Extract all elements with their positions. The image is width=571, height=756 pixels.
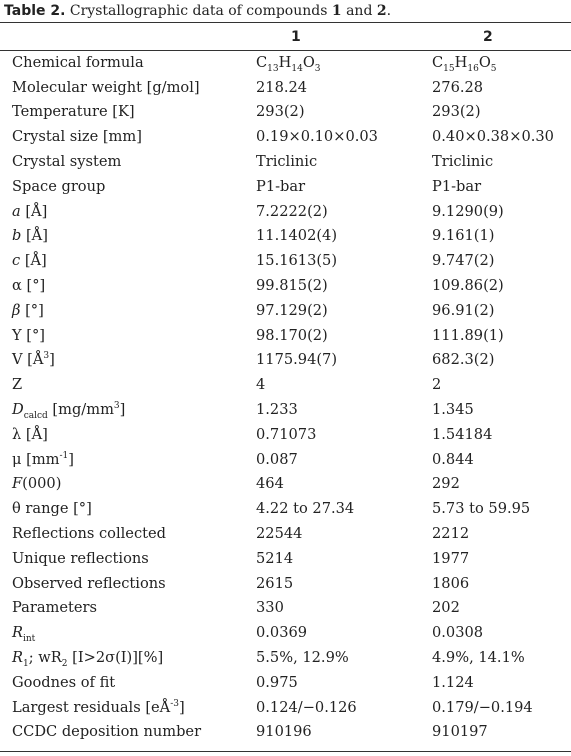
- table-row: [0, 298, 571, 323]
- value-cell-2: 5.73 to 59.95: [432, 500, 531, 518]
- caption-label: Table 2.: [4, 3, 66, 19]
- header-compound-1: 1: [291, 28, 301, 45]
- value-cell-1: 4: [256, 376, 266, 394]
- value-cell-2: 0.844: [432, 450, 474, 468]
- table-caption: [4, 2, 391, 20]
- table-row: [0, 149, 571, 174]
- param-cell: Temperature [K]: [12, 103, 135, 121]
- param-cell: β [°]: [12, 301, 44, 319]
- value-cell-1: 5214: [256, 549, 294, 567]
- param-cell: F(000): [12, 475, 62, 493]
- value-cell-1: 293(2): [256, 103, 305, 121]
- table-row: [0, 75, 571, 100]
- value-cell-2: 9.1290(9): [432, 202, 504, 220]
- table-row: [0, 620, 571, 645]
- value-cell-1: 218.24: [256, 78, 308, 96]
- value-cell-2: 0.40×0.38×0.30: [432, 128, 554, 146]
- table-row: [0, 596, 571, 621]
- param-cell: Y [°]: [12, 326, 45, 344]
- table-row: [0, 174, 571, 199]
- value-cell-2: P1-bar: [432, 177, 482, 195]
- table-row: [0, 472, 571, 497]
- table-row: [0, 248, 571, 273]
- value-cell-2: 1.345: [432, 401, 474, 419]
- table-row: [0, 224, 571, 249]
- table-row: [0, 546, 571, 571]
- value-cell-1: 910196: [256, 723, 312, 741]
- param-cell: Chemical formula: [12, 53, 144, 71]
- value-cell-2: 292: [432, 475, 460, 493]
- value-cell-1: 97.129(2): [256, 301, 328, 319]
- value-cell-1: 0.975: [256, 673, 298, 691]
- table-row: [0, 323, 571, 348]
- value-cell-2: 202: [432, 599, 460, 617]
- value-cell-1: Triclinic: [256, 153, 318, 171]
- param-cell: Crystal size [mm]: [12, 128, 142, 146]
- value-cell-1: 0.124/−0.126: [256, 698, 357, 716]
- caption-text: Crystallographic data of compounds: [65, 3, 332, 19]
- param-cell: V $[Å^3]$: [12, 351, 55, 369]
- param-cell: Crystal system: [12, 153, 122, 171]
- table-row: [0, 496, 571, 521]
- param-cell: Parameters: [12, 599, 97, 617]
- value-cell-1: 1.233: [256, 401, 298, 419]
- param-cell: Observed reflections: [12, 574, 166, 592]
- value-cell-2: 1.124: [432, 673, 474, 691]
- param-cell: a [Å]: [12, 202, 48, 220]
- value-cell-1: 464: [256, 475, 284, 493]
- value-cell-2: 2: [432, 376, 442, 394]
- value-cell-2: 2212: [432, 525, 470, 543]
- value-cell-2: 0.179/−0.194: [432, 698, 533, 716]
- value-cell-1: 330: [256, 599, 284, 617]
- table-row: [0, 199, 571, 224]
- table-row: [0, 100, 571, 125]
- param-cell: α [°]: [12, 277, 46, 295]
- param-cell: Unique reflections: [12, 549, 149, 567]
- value-cell-1: 2615: [256, 574, 294, 592]
- table-row: [0, 447, 571, 472]
- table-row: [0, 571, 571, 596]
- value-cell-2: 96.91(2): [432, 301, 495, 319]
- caption-compound-2: 2: [376, 3, 387, 19]
- param-cell: Goodnes of fit: [12, 673, 116, 691]
- param-cell: c [Å]: [12, 252, 47, 270]
- value-cell-2: 1977: [432, 549, 470, 567]
- param-cell: CCDC deposition number: [12, 723, 202, 741]
- value-cell-1: 0.71073: [256, 425, 317, 443]
- table-row: [0, 124, 571, 149]
- table-row: [0, 273, 571, 298]
- value-cell-2: 1806: [432, 574, 470, 592]
- table-header-row: [0, 23, 571, 50]
- value-cell-1: 15.1613(5): [256, 252, 338, 270]
- param-cell: Largest residuals $[eÅ^{-3}]$: [12, 698, 185, 716]
- header-compound-2: 2: [483, 28, 493, 45]
- param-cell: μ $[mm^{-1}]$: [12, 450, 74, 468]
- value-cell-2: 293(2): [432, 103, 481, 121]
- value-cell-2: 1.54184: [432, 425, 493, 443]
- param-cell: Space group: [12, 177, 106, 195]
- param-cell: λ [Å]: [12, 425, 48, 443]
- table-row: [0, 348, 571, 373]
- value-cell-2: 109.86(2): [432, 277, 504, 295]
- caption-compound-1: 1: [331, 3, 342, 19]
- value-cell-1: 7.2222(2): [256, 202, 328, 220]
- value-cell-1: 11.1402(4): [256, 227, 338, 245]
- table-row: [0, 397, 571, 422]
- table-row: [0, 670, 571, 695]
- param-cell: $R_{int}$: [12, 624, 36, 645]
- table-row: [0, 645, 571, 670]
- header-param: [0, 23, 243, 50]
- table-row: [0, 695, 571, 720]
- table-row: [0, 50, 571, 75]
- table-row: [0, 720, 571, 745]
- value-cell-2: 0.0308: [432, 624, 484, 642]
- value-cell-1: 0.087: [256, 450, 298, 468]
- value-cell-2: $C_{15}H_{16}O_5$: [432, 53, 497, 74]
- table-bottom-rule: [0, 751, 571, 752]
- caption-and: and: [341, 3, 377, 19]
- value-cell-1: $C_{13}H_{14}O_3$: [256, 53, 321, 74]
- table-row: [0, 422, 571, 447]
- value-cell-2: 9.747(2): [432, 252, 495, 270]
- param-cell: θ range [°]: [12, 500, 92, 518]
- value-cell-1: 1175.94(7): [256, 351, 338, 369]
- value-cell-2: 9.161(1): [432, 227, 495, 245]
- value-cell-2: 682.3(2): [432, 351, 495, 369]
- caption-end: .: [386, 3, 392, 19]
- value-cell-1: P1-bar: [256, 177, 306, 195]
- value-cell-1: 5.5%, 12.9%: [256, 649, 349, 667]
- param-cell: Reflections collected: [12, 525, 166, 543]
- value-cell-1: 98.170(2): [256, 326, 328, 344]
- value-cell-2: 276.28: [432, 78, 484, 96]
- value-cell-1: 4.22 to 27.34: [256, 500, 355, 518]
- param-cell: Z: [12, 376, 23, 394]
- value-cell-2: Triclinic: [432, 153, 494, 171]
- param-cell: Molecular weight [g/mol]: [12, 78, 200, 96]
- param-cell: $R_1$; $wR_2$ [I>2σ(I)][%]: [12, 649, 164, 669]
- table-row: [0, 372, 571, 397]
- value-cell-1: 0.0369: [256, 624, 308, 642]
- param-cell: b [Å]: [12, 227, 48, 245]
- crystallographic-data-table: [0, 23, 571, 744]
- table-row: [0, 521, 571, 546]
- value-cell-2: 910197: [432, 723, 488, 741]
- value-cell-1: 22544: [256, 525, 303, 543]
- value-cell-1: 0.19×0.10×0.03: [256, 128, 378, 146]
- value-cell-2: 4.9%, 14.1%: [432, 649, 525, 667]
- param-cell: $D_{calcd}$ $[mg/mm^3]$: [12, 401, 126, 421]
- value-cell-2: 111.89(1): [432, 326, 504, 344]
- value-cell-1: 99.815(2): [256, 277, 328, 295]
